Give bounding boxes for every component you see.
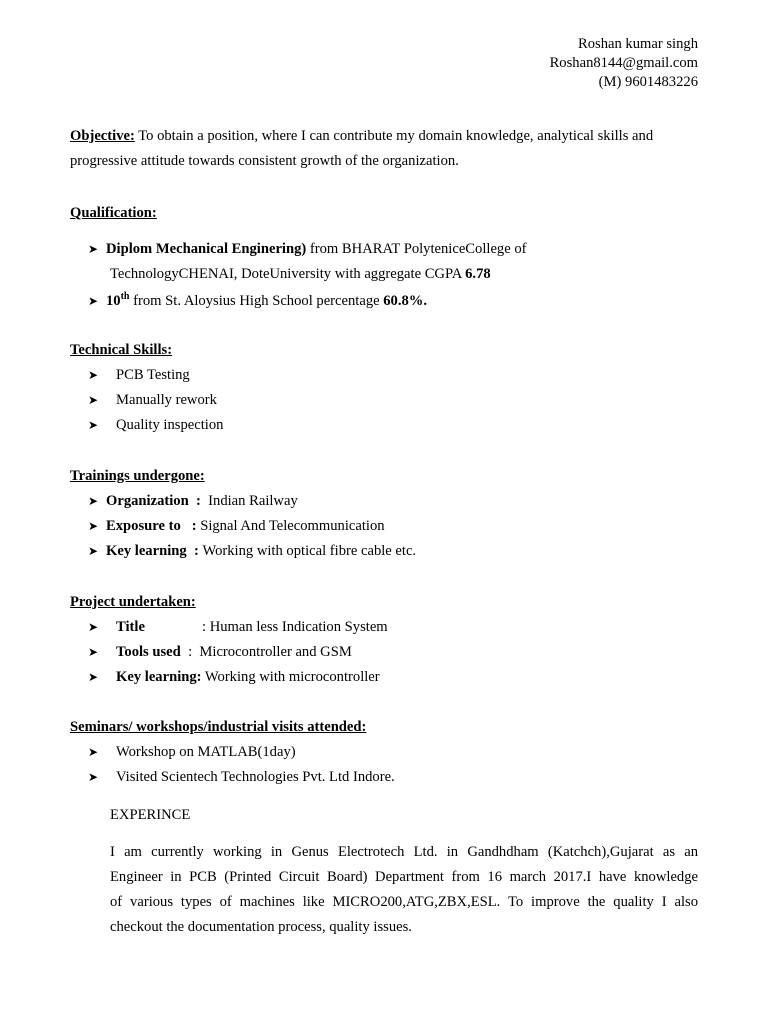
qualification-item-diploma-line-2: [110, 267, 491, 282]
project-key-learning-value: Working with microcontroller: [201, 669, 380, 685]
training-organization-separator: :: [188, 493, 209, 509]
seminar-item: [88, 770, 395, 785]
seminar-item: [88, 745, 296, 760]
arrowhead-bullet-icon: ➤: [88, 544, 99, 558]
experience-line-3: of various types of machines like MICRO200,ATG,ZBX,ESL. To improve the quality I also: [110, 894, 698, 910]
training-organization-label: Organization: [106, 493, 189, 509]
diploma-cgpa: 6.78: [465, 266, 491, 282]
candidate-email: Roshan8144@gmail.com: [549, 55, 698, 71]
project-title: [88, 620, 388, 635]
project-title-value: : Human less Indication System: [202, 619, 388, 635]
tenth-percentage: 60.8%.: [383, 292, 428, 309]
training-key-learning-label: Key learning: [106, 543, 187, 559]
skill-label: Manually rework: [116, 392, 217, 408]
objective-label: Objective:: [70, 128, 135, 144]
experience-line-4: checkout the documentation process, quality issues.: [110, 919, 412, 935]
training-key-learning-value: Working with optical fibre cable etc.: [202, 543, 417, 559]
qualification-item-diploma: [88, 242, 527, 257]
seminar-label: Workshop on MATLAB(1day): [116, 744, 296, 760]
seminars-heading: Seminars/ workshops/industrial visits attended:: [70, 719, 367, 735]
project-key-learning: [88, 670, 380, 685]
arrowhead-bullet-icon: ➤: [88, 494, 99, 508]
diploma-text-1: from BHARAT PolyteniceCollege of: [306, 241, 527, 257]
project-title-label: Title: [116, 619, 145, 635]
experience-heading: EXPERINCE: [110, 807, 191, 823]
tenth-text: from St. Aloysius High School percentage: [129, 292, 384, 309]
skill-item: [88, 393, 217, 408]
diploma-title: Diplom Mechanical Enginering): [106, 241, 307, 257]
tenth-title: 10: [106, 292, 121, 309]
project-tools-label: Tools used: [116, 644, 181, 660]
tenth-superscript: th: [120, 291, 130, 302]
candidate-mobile: (M) 9601483226: [598, 74, 698, 90]
arrowhead-bullet-icon: ➤: [88, 242, 99, 256]
arrowhead-bullet-icon: ➤: [88, 519, 99, 533]
objective-text-1: To obtain a position, where I can contribute my domain knowledge, analytical skills and: [134, 128, 654, 144]
training-exposure-separator: :: [180, 518, 201, 534]
training-organization: [88, 494, 298, 509]
arrowhead-bullet-icon: ➤: [88, 670, 99, 684]
arrowhead-bullet-icon: ➤: [88, 620, 99, 634]
training-exposure-label: Exposure to: [106, 518, 181, 534]
skill-label: Quality inspection: [116, 417, 224, 433]
project-heading: Project undertaken:: [70, 594, 196, 610]
arrowhead-bullet-icon: ➤: [88, 393, 99, 407]
skill-item: [88, 368, 190, 383]
skill-item: [88, 418, 223, 433]
training-key-learning: [88, 544, 416, 559]
arrowhead-bullet-icon: ➤: [88, 645, 99, 659]
training-organization-value: Indian Railway: [208, 493, 298, 509]
technical-skills-heading: Technical Skills:: [70, 342, 173, 358]
training-key-learning-separator: :: [186, 543, 203, 559]
arrowhead-bullet-icon: ➤: [88, 293, 99, 308]
project-tools-value: : Microcontroller and GSM: [180, 644, 352, 660]
training-exposure: [88, 519, 385, 534]
arrowhead-bullet-icon: ➤: [88, 745, 99, 759]
diploma-text-2: TechnologyCHENAI, DoteUniversity with aggregate CGPA: [110, 266, 466, 282]
experience-line-2: Engineer in PCB (Printed Circuit Board) Department from 16 march 2017.I have knowledge: [110, 869, 698, 885]
project-key-learning-label: Key learning:: [116, 669, 202, 685]
objective-line-1: [70, 129, 653, 144]
qualification-item-tenth: [88, 292, 427, 308]
trainings-heading: Trainings undergone:: [70, 468, 205, 484]
qualification-heading: Qualification:: [70, 205, 157, 221]
skill-label: PCB Testing: [116, 367, 190, 383]
project-tools: [88, 645, 352, 660]
experience-line-1: I am currently working in Genus Electrotech Ltd. in Gandhdham (Katchch),Gujarat as an: [110, 844, 698, 860]
arrowhead-bullet-icon: ➤: [88, 368, 99, 382]
arrowhead-bullet-icon: ➤: [88, 770, 99, 784]
candidate-name: Roshan kumar singh: [578, 36, 698, 52]
arrowhead-bullet-icon: ➤: [88, 418, 99, 432]
seminar-label: Visited Scientech Technologies Pvt. Ltd Indore.: [116, 769, 395, 785]
training-exposure-value: Signal And Telecommunication: [200, 518, 385, 534]
objective-text-2: progressive attitude towards consistent growth of the organization.: [70, 153, 459, 169]
